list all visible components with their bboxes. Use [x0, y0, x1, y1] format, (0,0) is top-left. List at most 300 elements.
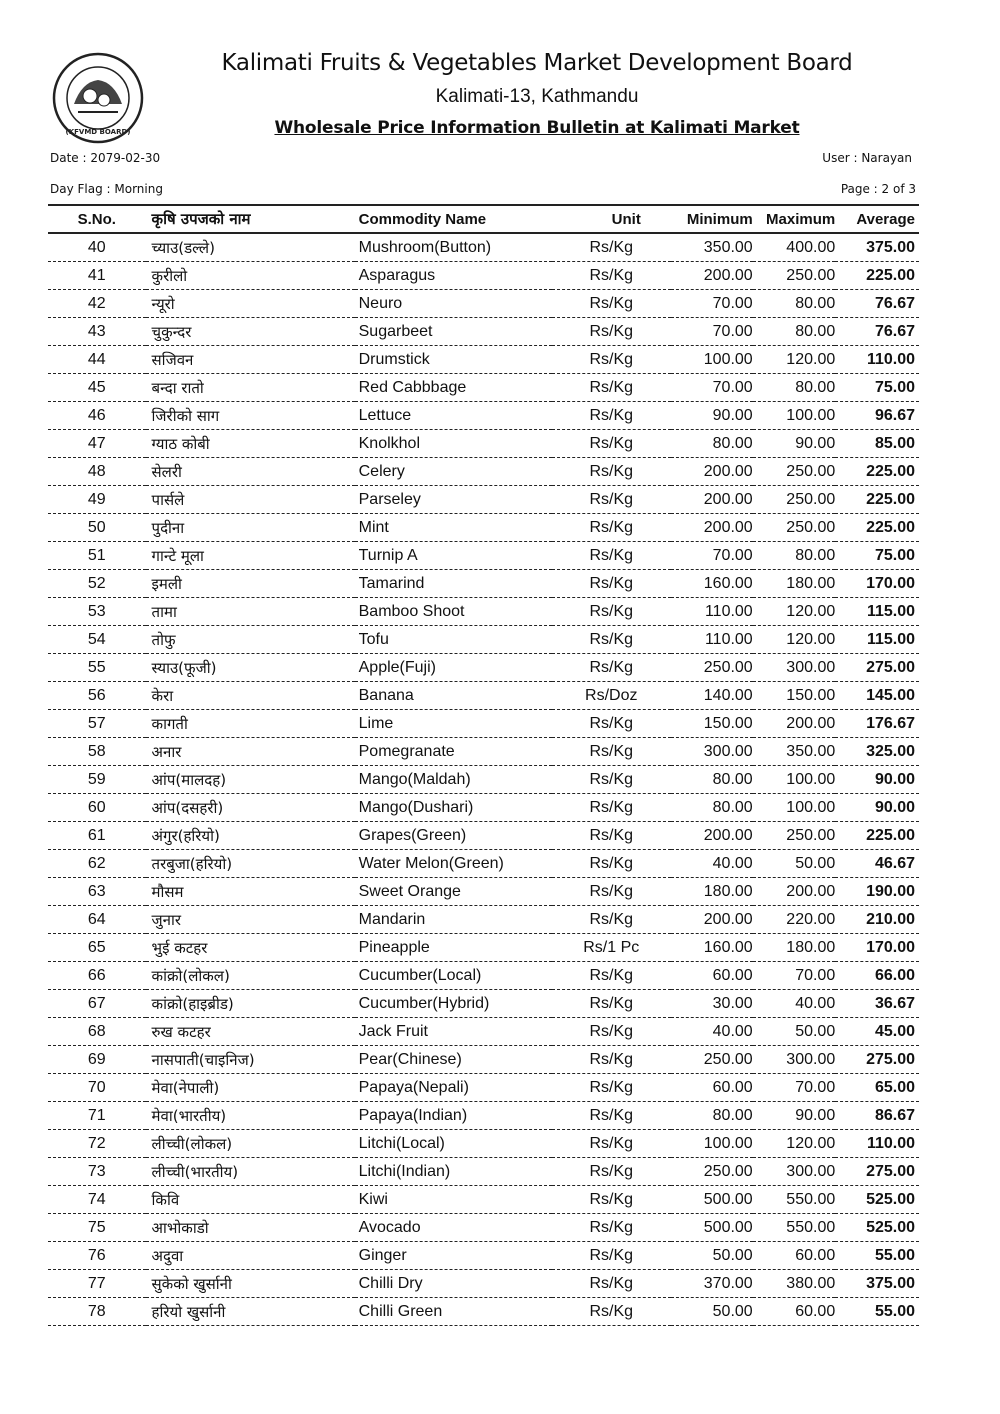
cell-sno: 43 — [48, 318, 146, 346]
cell-maximum: 550.00 — [753, 1186, 836, 1214]
cell-commodity: Asparagus — [355, 262, 552, 290]
cell-nepali-name: भुई कटहर — [146, 934, 355, 962]
cell-sno: 60 — [48, 794, 146, 822]
cell-average: 225.00 — [835, 514, 919, 542]
cell-unit: Rs/Kg — [552, 1074, 671, 1102]
cell-nepali-name: लीच्ची(लोकल) — [146, 1130, 355, 1158]
table-row — [48, 1186, 919, 1214]
cell-unit: Rs/Kg — [552, 1242, 671, 1270]
table-row — [48, 906, 919, 934]
cell-nepali-name: पुदीना — [146, 514, 355, 542]
cell-nepali-name: तामा — [146, 598, 355, 626]
cell-minimum: 60.00 — [671, 1074, 753, 1102]
cell-minimum: 70.00 — [671, 290, 753, 318]
table-row — [48, 1046, 919, 1074]
cell-commodity: Bamboo Shoot — [355, 598, 552, 626]
cell-commodity: Grapes(Green) — [355, 822, 552, 850]
cell-maximum: 180.00 — [753, 934, 836, 962]
cell-unit: Rs/Kg — [552, 654, 671, 682]
cell-unit: Rs/Kg — [552, 486, 671, 514]
table-row — [48, 1270, 919, 1298]
cell-average: 325.00 — [835, 738, 919, 766]
cell-sno: 72 — [48, 1130, 146, 1158]
report-user: User : Narayan — [822, 151, 912, 165]
cell-minimum: 80.00 — [671, 430, 753, 458]
cell-nepali-name: सेलरी — [146, 458, 355, 486]
cell-sno: 50 — [48, 514, 146, 542]
cell-minimum: 500.00 — [671, 1186, 753, 1214]
cell-sno: 74 — [48, 1186, 146, 1214]
cell-nepali-name: तोफु — [146, 626, 355, 654]
cell-commodity: Chilli Dry — [355, 1270, 552, 1298]
day-flag: Day Flag : Morning — [50, 182, 163, 196]
cell-unit: Rs/Kg — [552, 850, 671, 878]
cell-commodity: Pear(Chinese) — [355, 1046, 552, 1074]
col-average: Average — [835, 205, 919, 233]
cell-nepali-name: अनार — [146, 738, 355, 766]
cell-nepali-name: नासपाती(चाइनिज) — [146, 1046, 355, 1074]
cell-minimum: 250.00 — [671, 1046, 753, 1074]
cell-nepali-name: च्याउ(डल्ले) — [146, 233, 355, 262]
cell-maximum: 250.00 — [753, 822, 836, 850]
cell-maximum: 100.00 — [753, 766, 836, 794]
cell-sno: 66 — [48, 962, 146, 990]
cell-maximum: 80.00 — [753, 542, 836, 570]
cell-commodity: Red Cabbbage — [355, 374, 552, 402]
cell-minimum: 500.00 — [671, 1214, 753, 1242]
cell-sno: 75 — [48, 1214, 146, 1242]
cell-minimum: 100.00 — [671, 346, 753, 374]
table-row — [48, 430, 919, 458]
table-row — [48, 990, 919, 1018]
cell-minimum: 70.00 — [671, 542, 753, 570]
cell-minimum: 40.00 — [671, 1018, 753, 1046]
cell-minimum: 80.00 — [671, 1102, 753, 1130]
cell-sno: 62 — [48, 850, 146, 878]
cell-unit: Rs/Kg — [552, 1270, 671, 1298]
cell-unit: Rs/Kg — [552, 962, 671, 990]
cell-unit: Rs/Kg — [552, 906, 671, 934]
cell-commodity: Ginger — [355, 1242, 552, 1270]
cell-unit: Rs/Kg — [552, 514, 671, 542]
cell-nepali-name: अंगुर(हरियो) — [146, 822, 355, 850]
cell-sno: 69 — [48, 1046, 146, 1074]
table-row — [48, 514, 919, 542]
cell-nepali-name: ग्याठ कोबी — [146, 430, 355, 458]
cell-minimum: 30.00 — [671, 990, 753, 1018]
cell-sno: 59 — [48, 766, 146, 794]
cell-unit: Rs/Kg — [552, 1102, 671, 1130]
col-unit: Unit — [552, 205, 671, 233]
cell-unit: Rs/Kg — [552, 1186, 671, 1214]
cell-average: 115.00 — [835, 626, 919, 654]
table-row — [48, 318, 919, 346]
cell-average: 45.00 — [835, 1018, 919, 1046]
cell-average: 86.67 — [835, 1102, 919, 1130]
cell-average: 170.00 — [835, 934, 919, 962]
cell-average: 76.67 — [835, 290, 919, 318]
cell-commodity: Mint — [355, 514, 552, 542]
cell-nepali-name: अदुवा — [146, 1242, 355, 1270]
cell-maximum: 120.00 — [753, 346, 836, 374]
cell-average: 110.00 — [835, 1130, 919, 1158]
cell-average: 55.00 — [835, 1242, 919, 1270]
cell-unit: Rs/Kg — [552, 570, 671, 598]
col-minimum: Minimum — [671, 205, 753, 233]
cell-unit: Rs/Kg — [552, 822, 671, 850]
cell-sno: 56 — [48, 682, 146, 710]
table-row — [48, 233, 919, 262]
cell-sno: 68 — [48, 1018, 146, 1046]
cell-maximum: 80.00 — [753, 374, 836, 402]
cell-minimum: 60.00 — [671, 962, 753, 990]
cell-average: 176.67 — [835, 710, 919, 738]
cell-minimum: 370.00 — [671, 1270, 753, 1298]
table-row — [48, 402, 919, 430]
cell-average: 85.00 — [835, 430, 919, 458]
cell-maximum: 220.00 — [753, 906, 836, 934]
cell-commodity: Knolkhol — [355, 430, 552, 458]
cell-average: 75.00 — [835, 374, 919, 402]
cell-commodity: Mandarin — [355, 906, 552, 934]
cell-commodity: Tamarind — [355, 570, 552, 598]
cell-sno: 76 — [48, 1242, 146, 1270]
cell-nepali-name: रुख कटहर — [146, 1018, 355, 1046]
cell-nepali-name: लीच्ची(भारतीय) — [146, 1158, 355, 1186]
cell-unit: Rs/Kg — [552, 1130, 671, 1158]
col-sno: S.No. — [48, 205, 146, 233]
cell-unit: Rs/Kg — [552, 430, 671, 458]
cell-unit: Rs/Kg — [552, 542, 671, 570]
cell-minimum: 70.00 — [671, 318, 753, 346]
table-row — [48, 878, 919, 906]
table-row — [48, 1298, 919, 1326]
table-row — [48, 1214, 919, 1242]
table-row — [48, 710, 919, 738]
cell-commodity: Sugarbeet — [355, 318, 552, 346]
cell-nepali-name: मेवा(भारतीय) — [146, 1102, 355, 1130]
cell-sno: 57 — [48, 710, 146, 738]
cell-average: 525.00 — [835, 1186, 919, 1214]
cell-nepali-name: चुकुन्दर — [146, 318, 355, 346]
cell-maximum: 70.00 — [753, 962, 836, 990]
cell-commodity: Lettuce — [355, 402, 552, 430]
page-indicator: Page : 2 of 3 — [840, 182, 916, 196]
cell-nepali-name: सुकेको खुर्सानी — [146, 1270, 355, 1298]
table-row — [48, 1102, 919, 1130]
cell-commodity: Kiwi — [355, 1186, 552, 1214]
cell-nepali-name: गान्टे मूला — [146, 542, 355, 570]
cell-sno: 71 — [48, 1102, 146, 1130]
table-row — [48, 1018, 919, 1046]
cell-unit: Rs/Kg — [552, 374, 671, 402]
cell-maximum: 50.00 — [753, 850, 836, 878]
cell-sno: 49 — [48, 486, 146, 514]
cell-sno: 46 — [48, 402, 146, 430]
cell-unit: Rs/Kg — [552, 1158, 671, 1186]
cell-maximum: 250.00 — [753, 486, 836, 514]
cell-commodity: Pineapple — [355, 934, 552, 962]
cell-maximum: 100.00 — [753, 402, 836, 430]
col-nepali-name: कृषि उपजको नाम — [146, 205, 355, 233]
cell-commodity: Water Melon(Green) — [355, 850, 552, 878]
cell-unit: Rs/Kg — [552, 233, 671, 262]
cell-maximum: 300.00 — [753, 1158, 836, 1186]
cell-sno: 52 — [48, 570, 146, 598]
cell-nepali-name: आभोकाडो — [146, 1214, 355, 1242]
col-maximum: Maximum — [753, 205, 836, 233]
cell-maximum: 250.00 — [753, 458, 836, 486]
cell-nepali-name: स्याउ(फूजी) — [146, 654, 355, 682]
cell-sno: 78 — [48, 1298, 146, 1326]
table-row — [48, 346, 919, 374]
cell-average: 65.00 — [835, 1074, 919, 1102]
cell-minimum: 100.00 — [671, 1130, 753, 1158]
cell-nepali-name: किवि — [146, 1186, 355, 1214]
cell-nepali-name: पार्सले — [146, 486, 355, 514]
cell-nepali-name: कांक्रो(हाइब्रीड) — [146, 990, 355, 1018]
cell-minimum: 200.00 — [671, 514, 753, 542]
cell-average: 170.00 — [835, 570, 919, 598]
table-row — [48, 486, 919, 514]
cell-unit: Rs/Kg — [552, 290, 671, 318]
cell-commodity: Turnip A — [355, 542, 552, 570]
cell-sno: 67 — [48, 990, 146, 1018]
cell-minimum: 150.00 — [671, 710, 753, 738]
cell-minimum: 80.00 — [671, 766, 753, 794]
cell-maximum: 90.00 — [753, 430, 836, 458]
bulletin-title: Wholesale Price Information Bulletin at Kalimati Market — [274, 118, 800, 138]
cell-minimum: 110.00 — [671, 626, 753, 654]
cell-maximum: 300.00 — [753, 654, 836, 682]
cell-commodity: Cucumber(Local) — [355, 962, 552, 990]
table-row — [48, 1130, 919, 1158]
cell-minimum: 250.00 — [671, 654, 753, 682]
cell-average: 75.00 — [835, 542, 919, 570]
cell-maximum: 90.00 — [753, 1102, 836, 1130]
table-row — [48, 1074, 919, 1102]
cell-nepali-name: न्यूरो — [146, 290, 355, 318]
cell-sno: 48 — [48, 458, 146, 486]
cell-sno: 42 — [48, 290, 146, 318]
table-row — [48, 738, 919, 766]
cell-unit: Rs/Kg — [552, 402, 671, 430]
cell-average: 225.00 — [835, 262, 919, 290]
cell-commodity: Avocado — [355, 1214, 552, 1242]
cell-average: 275.00 — [835, 654, 919, 682]
cell-commodity: Parseley — [355, 486, 552, 514]
cell-minimum: 160.00 — [671, 570, 753, 598]
cell-commodity: Mushroom(Button) — [355, 233, 552, 262]
cell-nepali-name: आंप(मालदह) — [146, 766, 355, 794]
cell-unit: Rs/Kg — [552, 794, 671, 822]
cell-commodity: Lime — [355, 710, 552, 738]
cell-nepali-name: जिरीको साग — [146, 402, 355, 430]
cell-maximum: 60.00 — [753, 1298, 836, 1326]
cell-nepali-name: जुनार — [146, 906, 355, 934]
cell-average: 66.00 — [835, 962, 919, 990]
cell-sno: 47 — [48, 430, 146, 458]
cell-nepali-name: केरा — [146, 682, 355, 710]
cell-average: 275.00 — [835, 1046, 919, 1074]
cell-nepali-name: बन्दा रातो — [146, 374, 355, 402]
cell-unit: Rs/Kg — [552, 346, 671, 374]
cell-sno: 64 — [48, 906, 146, 934]
cell-commodity: Litchi(Local) — [355, 1130, 552, 1158]
cell-maximum: 120.00 — [753, 1130, 836, 1158]
table-row — [48, 682, 919, 710]
cell-nepali-name: आंप(दसहरी) — [146, 794, 355, 822]
cell-nepali-name: कांक्रो(लोकल) — [146, 962, 355, 990]
cell-commodity: Papaya(Indian) — [355, 1102, 552, 1130]
cell-minimum: 300.00 — [671, 738, 753, 766]
cell-average: 46.67 — [835, 850, 919, 878]
table-row — [48, 374, 919, 402]
cell-average: 225.00 — [835, 486, 919, 514]
cell-minimum: 200.00 — [671, 458, 753, 486]
cell-unit: Rs/Kg — [552, 1046, 671, 1074]
table-row — [48, 458, 919, 486]
cell-minimum: 200.00 — [671, 822, 753, 850]
cell-nepali-name: हरियो खुर्सानी — [146, 1298, 355, 1326]
cell-maximum: 550.00 — [753, 1214, 836, 1242]
table-row — [48, 934, 919, 962]
cell-average: 375.00 — [835, 233, 919, 262]
cell-unit: Rs/Kg — [552, 626, 671, 654]
table-row — [48, 766, 919, 794]
cell-minimum: 50.00 — [671, 1298, 753, 1326]
cell-minimum: 90.00 — [671, 402, 753, 430]
cell-sno: 55 — [48, 654, 146, 682]
report-date: Date : 2079-02-30 — [50, 151, 161, 165]
cell-maximum: 50.00 — [753, 1018, 836, 1046]
cell-minimum: 50.00 — [671, 1242, 753, 1270]
cell-maximum: 150.00 — [753, 682, 836, 710]
cell-unit: Rs/Kg — [552, 262, 671, 290]
table-row — [48, 654, 919, 682]
table-body — [48, 233, 919, 1326]
cell-minimum: 250.00 — [671, 1158, 753, 1186]
table-row — [48, 626, 919, 654]
cell-sno: 44 — [48, 346, 146, 374]
table-row — [48, 598, 919, 626]
price-table — [48, 204, 919, 1326]
cell-sno: 40 — [48, 233, 146, 262]
cell-nepali-name: कागती — [146, 710, 355, 738]
cell-nepali-name: तरबुजा(हरियो) — [146, 850, 355, 878]
cell-minimum: 350.00 — [671, 233, 753, 262]
cell-commodity: Neuro — [355, 290, 552, 318]
cell-minimum: 200.00 — [671, 906, 753, 934]
cell-maximum: 60.00 — [753, 1242, 836, 1270]
cell-nepali-name: इमली — [146, 570, 355, 598]
cell-sno: 70 — [48, 1074, 146, 1102]
cell-unit: Rs/Kg — [552, 990, 671, 1018]
cell-unit: Rs/Kg — [552, 878, 671, 906]
table-row — [48, 262, 919, 290]
cell-sno: 63 — [48, 878, 146, 906]
cell-maximum: 200.00 — [753, 878, 836, 906]
cell-maximum: 180.00 — [753, 570, 836, 598]
cell-commodity: Banana — [355, 682, 552, 710]
cell-maximum: 120.00 — [753, 598, 836, 626]
table-row — [48, 794, 919, 822]
cell-nepali-name: मेवा(नेपाली) — [146, 1074, 355, 1102]
cell-commodity: Sweet Orange — [355, 878, 552, 906]
cell-average: 76.67 — [835, 318, 919, 346]
cell-maximum: 100.00 — [753, 794, 836, 822]
cell-maximum: 80.00 — [753, 290, 836, 318]
org-name: Kalimati Fruits & Vegetables Market Development Board — [221, 50, 853, 76]
cell-commodity: Cucumber(Hybrid) — [355, 990, 552, 1018]
cell-maximum: 70.00 — [753, 1074, 836, 1102]
table-row — [48, 290, 919, 318]
col-commodity: Commodity Name — [355, 205, 552, 233]
cell-minimum: 40.00 — [671, 850, 753, 878]
cell-sno: 61 — [48, 822, 146, 850]
cell-sno: 65 — [48, 934, 146, 962]
table-row — [48, 962, 919, 990]
cell-minimum: 110.00 — [671, 598, 753, 626]
cell-minimum: 70.00 — [671, 374, 753, 402]
table-header-row — [48, 205, 919, 233]
table-row — [48, 542, 919, 570]
cell-average: 115.00 — [835, 598, 919, 626]
cell-commodity: Drumstick — [355, 346, 552, 374]
cell-average: 96.67 — [835, 402, 919, 430]
cell-unit: Rs/Kg — [552, 710, 671, 738]
table-row — [48, 570, 919, 598]
cell-average: 145.00 — [835, 682, 919, 710]
logo-label: (KFVMD BOARD) — [65, 128, 131, 136]
cell-average: 36.67 — [835, 990, 919, 1018]
cell-average: 210.00 — [835, 906, 919, 934]
cell-average: 275.00 — [835, 1158, 919, 1186]
table-row — [48, 822, 919, 850]
cell-commodity: Litchi(Indian) — [355, 1158, 552, 1186]
cell-maximum: 400.00 — [753, 233, 836, 262]
cell-sno: 77 — [48, 1270, 146, 1298]
cell-unit: Rs/Kg — [552, 1298, 671, 1326]
cell-sno: 58 — [48, 738, 146, 766]
cell-maximum: 300.00 — [753, 1046, 836, 1074]
cell-maximum: 200.00 — [753, 710, 836, 738]
cell-sno: 53 — [48, 598, 146, 626]
cell-unit: Rs/Kg — [552, 738, 671, 766]
cell-average: 90.00 — [835, 766, 919, 794]
cell-unit: Rs/Kg — [552, 1018, 671, 1046]
cell-commodity: Tofu — [355, 626, 552, 654]
cell-average: 525.00 — [835, 1214, 919, 1242]
org-address: Kalimati-13, Kathmandu — [435, 86, 639, 107]
cell-unit: Rs/Kg — [552, 458, 671, 486]
cell-minimum: 80.00 — [671, 794, 753, 822]
cell-commodity: Pomegranate — [355, 738, 552, 766]
table-row — [48, 1242, 919, 1270]
cell-minimum: 180.00 — [671, 878, 753, 906]
table-row — [48, 850, 919, 878]
cell-nepali-name: सजिवन — [146, 346, 355, 374]
cell-unit: Rs/Kg — [552, 598, 671, 626]
cell-commodity: Apple(Fuji) — [355, 654, 552, 682]
cell-minimum: 200.00 — [671, 262, 753, 290]
cell-minimum: 140.00 — [671, 682, 753, 710]
cell-minimum: 200.00 — [671, 486, 753, 514]
cell-maximum: 380.00 — [753, 1270, 836, 1298]
cell-maximum: 350.00 — [753, 738, 836, 766]
cell-nepali-name: मौसम — [146, 878, 355, 906]
cell-unit: Rs/Doz — [552, 682, 671, 710]
